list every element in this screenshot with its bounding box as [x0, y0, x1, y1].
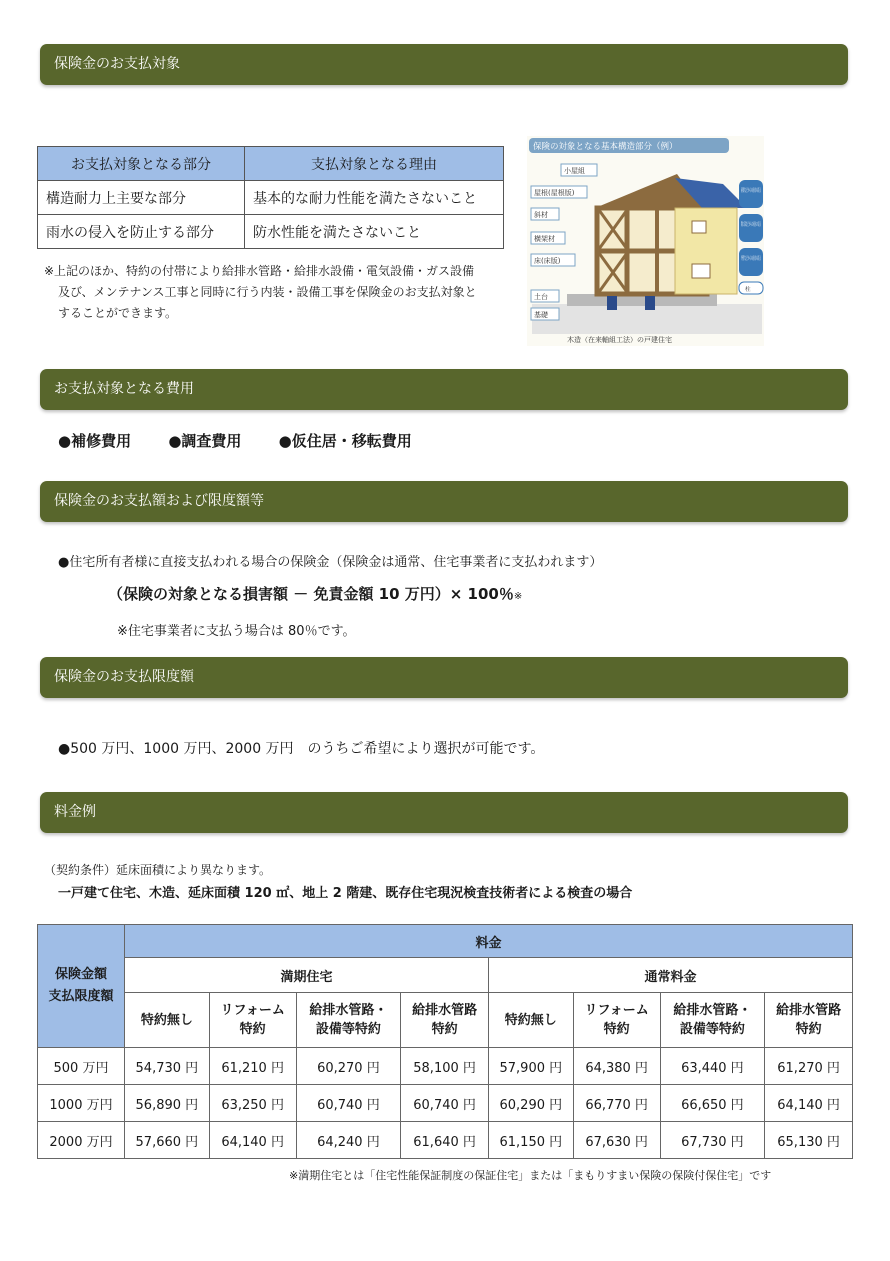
fee-header: 料金: [125, 925, 853, 958]
cost-item-relocation: ●仮住居・移転費用: [278, 432, 412, 450]
fee-group-expiry: 満期住宅: [125, 958, 489, 993]
fee-column-header-line: 特約: [795, 1022, 822, 1037]
payment-line: ●住宅所有者様に直接支払われる場合の保険金（保険金は通常、住宅事業者に支払われます）: [58, 555, 603, 570]
cost-item-investigation: ●調査費用: [168, 432, 242, 450]
coverage-note-line: することができます。: [58, 306, 178, 320]
fee-cell: 56,890 円: [125, 1085, 210, 1122]
fee-column-header: [765, 993, 853, 1048]
fee-cell: 60,290 円: [488, 1085, 573, 1122]
fee-column-header-line: 特約: [603, 1022, 630, 1037]
coverage-header-part: お支払対象となる部分: [38, 147, 245, 181]
cost-item-repair: ●補修費用: [58, 432, 132, 450]
fee-row-label: 500 万円: [38, 1048, 125, 1085]
fee-cell: 63,440 円: [660, 1048, 765, 1085]
fee-column-header: [488, 993, 573, 1048]
payment-formula-mark: ※: [513, 591, 523, 602]
fee-column-header: [125, 993, 210, 1048]
fee-column-header-line: 設備等特約: [315, 1022, 381, 1037]
fee-cell: 64,380 円: [573, 1048, 660, 1085]
coverage-table: [37, 146, 504, 249]
payment-formula: [108, 583, 522, 604]
fee-column-header: [209, 993, 296, 1048]
diagram-right-label: 柱: [745, 287, 751, 293]
table-row: [38, 181, 504, 215]
contract-condition: （契約条件）延床面積により異なります。: [44, 863, 272, 877]
fee-row-header: [38, 925, 125, 1048]
table-row: [38, 1085, 853, 1122]
table-row: [38, 215, 504, 249]
fee-column-header-line: 特約: [431, 1022, 458, 1037]
section-header-costs: お支払対象となる費用: [40, 369, 848, 410]
fee-column-header: [573, 993, 660, 1048]
payment-note: ※住宅事業者に支払う場合は 80％です。: [117, 624, 356, 639]
diagram-label: 小屋組: [564, 167, 585, 175]
fee-column-header-line: リフォーム: [584, 1003, 649, 1018]
fee-row-header-line: 支払限度額: [48, 989, 114, 1004]
diagram-label: 斜材: [534, 211, 548, 219]
fee-column-header: [660, 993, 765, 1048]
diagram-title: 保険の対象となる基本構造部分（例）: [533, 142, 678, 152]
fee-cell: 54,730 円: [125, 1048, 210, 1085]
fee-column-header-line: 給排水管路: [412, 1003, 478, 1018]
diagram-label: 屋根(屋根版): [534, 189, 575, 197]
fee-cell: 61,270 円: [765, 1048, 853, 1085]
fee-cell: 65,130 円: [765, 1122, 853, 1159]
section-header-payment-target: 保険金のお支払対象: [40, 44, 848, 85]
fee-cell: 57,660 円: [125, 1122, 210, 1159]
coverage-note: [44, 261, 494, 324]
diagram-right-label: 外壁などからの雨水の浸入: [741, 256, 809, 262]
fee-column-header-line: 特約無し: [504, 1012, 557, 1028]
fee-column-header-line: 給排水管路・: [309, 1003, 388, 1018]
fee-table: [37, 924, 853, 1159]
fee-row-header-line: 保険金額: [54, 967, 107, 982]
fee-column-header-line: リフォーム: [220, 1003, 285, 1018]
coverage-cell: 構造耐力上主要な部分: [38, 181, 245, 215]
fee-column-header: [296, 993, 401, 1048]
section-header-limit: 保険金のお支払限度額: [40, 657, 848, 698]
diagram-label: 床(床版): [534, 257, 561, 265]
table-row: [38, 1122, 853, 1159]
payment-formula-text: （保険の対象となる損害額 － 免責金額 10 万円）× 100％: [108, 585, 514, 603]
fee-row-label: 2000 万円: [38, 1122, 125, 1159]
coverage-cell: 基本的な耐力性能を満たさないこと: [245, 181, 504, 215]
house-structure-diagram: [527, 136, 814, 346]
fee-footnote: ※満期住宅とは「住宅性能保証制度の保証住宅」または「まもりすまい保険の保険付保住宅」です: [289, 1169, 772, 1182]
fee-cell: 63,250 円: [209, 1085, 296, 1122]
fee-column-header-line: 給排水管路・: [673, 1003, 752, 1018]
fee-group-normal: 通常料金: [488, 958, 852, 993]
diagram-caption: 木造（在来軸組工法）の戸建住宅: [567, 336, 672, 344]
fee-cell: 61,210 円: [209, 1048, 296, 1085]
fee-cell: 60,740 円: [296, 1085, 401, 1122]
section-header-payment-amount: 保険金のお支払額および限度額等: [40, 481, 848, 522]
fee-cell: 60,740 円: [401, 1085, 489, 1122]
diagram-label: 横架材: [534, 235, 555, 243]
fee-column-header-line: 設備等特約: [679, 1022, 745, 1037]
coverage-header-reason: 支払対象となる理由: [245, 147, 504, 181]
fee-column-header-line: 給排水管路: [776, 1003, 842, 1018]
fee-column-header-line: 特約: [239, 1022, 266, 1037]
limit-options: ●500 万円、1000 万円、2000 万円 のうちご希望により選択が可能です。: [58, 741, 545, 757]
section-header-fee-examples: 料金例: [40, 792, 848, 833]
diagram-label: 基礎: [534, 311, 548, 319]
diagram-right-label: 屋根などからの雨水の浸入: [741, 188, 809, 194]
fee-column-header: [401, 993, 489, 1048]
coverage-cell: 防水性能を満たさないこと: [245, 215, 504, 249]
coverage-cell: 雨水の侵入を防止する部分: [38, 215, 245, 249]
fee-cell: 64,140 円: [765, 1085, 853, 1122]
coverage-note-line: ※上記のほか、特約の付帯により給排水管路・給排水設備・電気設備・ガス設備: [44, 264, 475, 278]
fee-row-label: 1000 万円: [38, 1085, 125, 1122]
fee-column-header-line: 特約無し: [140, 1012, 193, 1028]
fee-cell: 57,900 円: [488, 1048, 573, 1085]
fee-cell: 66,770 円: [573, 1085, 660, 1122]
fee-cell: 64,140 円: [209, 1122, 296, 1159]
fee-cell: 64,240 円: [296, 1122, 401, 1159]
fee-cell: 61,150 円: [488, 1122, 573, 1159]
diagram-right-label: 開口部などからの雨水の浸入: [741, 222, 814, 228]
fee-cell: 66,650 円: [660, 1085, 765, 1122]
fee-cell: 58,100 円: [401, 1048, 489, 1085]
diagram-label: 土台: [534, 293, 548, 301]
coverage-note-line: 及び、メンテナンス工事と同時に行う内装・設備工事を保険金のお支払対象と: [58, 285, 477, 299]
fee-cell: 60,270 円: [296, 1048, 401, 1085]
table-row: [38, 1048, 853, 1085]
fee-cell: 67,630 円: [573, 1122, 660, 1159]
cost-list: [58, 430, 444, 451]
contract-condition-detail: 一戸建て住宅、木造、延床面積 120 ㎡、地上 2 階建、既存住宅現況検査技術者による検査の場合: [58, 886, 633, 901]
fee-cell: 61,640 円: [401, 1122, 489, 1159]
fee-cell: 67,730 円: [660, 1122, 765, 1159]
